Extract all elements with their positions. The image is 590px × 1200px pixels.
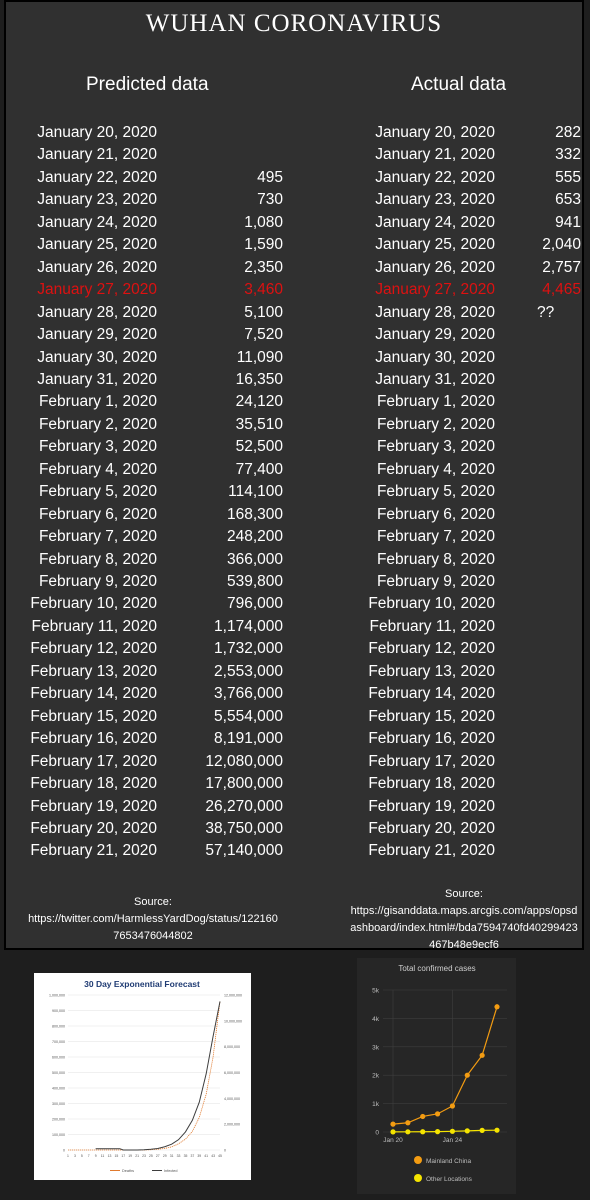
legend-swatch — [414, 1174, 422, 1182]
predicted-date: February 14, 2020 — [30, 685, 157, 703]
source-url-line[interactable]: 467b48e9ecf6 — [429, 939, 499, 951]
y-tick-label-left: 0 — [63, 1148, 65, 1153]
predicted-value: 24,120 — [235, 393, 283, 411]
actual-value: 555 — [555, 168, 581, 186]
actual-header: Actual data — [411, 74, 507, 95]
x-tick-label: 21 — [135, 1154, 139, 1158]
predicted-header: Predicted data — [86, 74, 209, 95]
source-label: Source: — [445, 888, 483, 900]
predicted-date: January 25, 2020 — [37, 236, 157, 254]
actual-date: February 17, 2020 — [368, 752, 495, 770]
predicted-value: 16,350 — [235, 370, 283, 388]
forecast-chart-svg — [34, 973, 251, 1180]
actual-date: January 30, 2020 — [375, 348, 495, 366]
y-tick-label-left: 100,000 — [52, 1133, 65, 1137]
predicted-date: February 11, 2020 — [31, 617, 157, 635]
predicted-date: February 4, 2020 — [38, 460, 157, 478]
data-point — [480, 1053, 485, 1058]
forecast-chart — [34, 973, 251, 1180]
predicted-date: February 2, 2020 — [38, 415, 157, 433]
page-title: WUHAN CORONAVIRUS — [145, 10, 443, 37]
actual-date: February 10, 2020 — [368, 595, 495, 613]
series-line — [393, 1007, 497, 1124]
y-tick-label-right: 8,000,000 — [224, 1045, 240, 1050]
predicted-value: 1,080 — [244, 213, 283, 231]
predicted-date: February 17, 2020 — [30, 752, 157, 770]
chart-title: 30 Day Exponential Forecast — [84, 979, 200, 989]
actual-date: January 25, 2020 — [375, 236, 495, 254]
x-tick-label: 23 — [142, 1154, 146, 1158]
actual-date: February 11, 2020 — [369, 617, 495, 635]
data-point — [405, 1120, 410, 1125]
actual-date: January 22, 2020 — [375, 168, 495, 186]
predicted-value: 5,100 — [244, 303, 283, 321]
predicted-value: 1,590 — [244, 236, 283, 254]
actual-value: 2,040 — [542, 236, 581, 254]
actual-date: January 27, 2020 — [375, 281, 495, 299]
predicted-date: February 16, 2020 — [30, 730, 157, 748]
y-tick-label-right: 0 — [224, 1148, 226, 1153]
data-point — [480, 1128, 485, 1133]
predicted-date: February 19, 2020 — [30, 797, 157, 815]
actual-date: January 20, 2020 — [375, 124, 495, 141]
data-point — [405, 1129, 410, 1134]
source-url-line[interactable]: 7653476044802 — [113, 930, 193, 942]
data-point — [420, 1114, 425, 1119]
predicted-value: 168,300 — [226, 505, 283, 523]
actual-date: February 3, 2020 — [376, 438, 495, 456]
actual-value: 941 — [555, 213, 581, 231]
actual-date: February 16, 2020 — [368, 730, 495, 748]
data-point — [450, 1129, 455, 1134]
y-tick-label-right: 4,000,000 — [224, 1096, 240, 1101]
actual-date: January 31, 2020 — [375, 370, 495, 388]
predicted-date: February 6, 2020 — [38, 505, 157, 523]
predicted-date: January 24, 2020 — [37, 213, 157, 231]
actual-date: January 21, 2020 — [375, 146, 495, 164]
actual-date: January 28, 2020 — [375, 303, 495, 321]
predicted-date: February 13, 2020 — [30, 662, 157, 680]
x-tick-label: 13 — [107, 1154, 112, 1158]
x-tick-label: 27 — [155, 1154, 160, 1158]
actual-value: 4,465 — [542, 281, 581, 299]
legend-label: Deaths — [122, 1169, 135, 1173]
predicted-date: February 7, 2020 — [38, 528, 157, 546]
x-tick-label: 11 — [100, 1154, 105, 1158]
predicted-value: 248,200 — [226, 528, 283, 546]
y-tick-label-left: 1,000,000 — [49, 993, 65, 998]
actual-date: February 20, 2020 — [368, 819, 495, 837]
data-point — [435, 1129, 440, 1134]
y-tick-label-left: 700,000 — [52, 1040, 65, 1044]
predicted-value: 114,100 — [228, 483, 283, 501]
y-tick-label-right: 2,000,000 — [224, 1122, 240, 1127]
predicted-value: 52,500 — [235, 438, 283, 456]
actual-date: February 9, 2020 — [376, 573, 495, 590]
predicted-value: 26,270,000 — [205, 797, 283, 815]
predicted-date: February 21, 2020 — [30, 842, 157, 860]
y-tick-label-left: 800,000 — [52, 1024, 65, 1029]
y-tick-label: 3k — [372, 1044, 379, 1052]
y-tick-label-left: 300,000 — [52, 1102, 65, 1106]
x-tick-label: 25 — [149, 1154, 153, 1158]
data-point — [390, 1122, 395, 1127]
predicted-value: 366,000 — [226, 550, 283, 568]
predicted-date: February 8, 2020 — [38, 550, 157, 568]
predicted-date: January 27, 2020 — [37, 281, 157, 299]
x-tick-label: Jan 20 — [383, 1137, 403, 1144]
y-tick-label-left: 200,000 — [52, 1117, 65, 1122]
legend-swatch — [414, 1156, 422, 1164]
x-tick-label: 35 — [183, 1154, 188, 1158]
actual-value: 282 — [555, 124, 581, 141]
source-label: Source: — [134, 896, 172, 908]
x-tick-label: 39 — [197, 1154, 202, 1158]
predicted-value: 495 — [257, 168, 283, 186]
predicted-value: 796,000 — [226, 595, 283, 613]
predicted-date: February 3, 2020 — [38, 438, 157, 456]
actual-date: February 12, 2020 — [368, 640, 495, 658]
confirmed-cases-chart — [357, 958, 516, 1194]
data-point — [494, 1004, 499, 1009]
data-point — [465, 1073, 470, 1078]
y-tick-label-left: 600,000 — [52, 1055, 65, 1060]
y-tick-label: 5k — [372, 987, 379, 995]
actual-date: February 7, 2020 — [376, 528, 495, 546]
y-tick-label: 1k — [372, 1101, 379, 1109]
chart-title: Total confirmed cases — [398, 964, 476, 973]
actual-date: February 14, 2020 — [368, 685, 495, 703]
predicted-value: 2,553,000 — [214, 662, 283, 680]
predicted-date: February 12, 2020 — [30, 640, 157, 658]
actual-date: January 23, 2020 — [375, 191, 495, 209]
predicted-value: 5,554,000 — [214, 707, 283, 725]
predicted-date: January 29, 2020 — [37, 326, 157, 344]
x-tick-label: 3 — [73, 1154, 76, 1158]
x-tick-label: 31 — [169, 1154, 174, 1158]
predicted-value: 57,140,000 — [205, 842, 283, 860]
source-url-line[interactable]: ashboard/index.html#/bda7594740fd40299423 — [350, 922, 578, 934]
actual-value: 332 — [555, 146, 581, 164]
predicted-value: 17,800,000 — [205, 775, 283, 793]
x-tick-label: 15 — [114, 1154, 119, 1158]
actual-value: ?? — [537, 303, 555, 321]
y-tick-label-left: 500,000 — [52, 1071, 65, 1075]
predicted-value: 77,400 — [235, 460, 283, 478]
predicted-date: January 26, 2020 — [37, 258, 157, 276]
predicted-date: February 18, 2020 — [30, 775, 157, 793]
x-tick-label: 7 — [87, 1154, 90, 1158]
actual-date: February 18, 2020 — [368, 775, 495, 793]
actual-value: 2,757 — [542, 258, 581, 276]
predicted-date: January 30, 2020 — [37, 348, 157, 366]
predicted-date: February 1, 2020 — [38, 393, 157, 411]
predicted-value: 35,510 — [235, 415, 283, 433]
actual-date: February 6, 2020 — [376, 505, 495, 523]
predicted-date: January 23, 2020 — [37, 191, 157, 209]
x-tick-label: 29 — [162, 1154, 167, 1158]
y-tick-label-left: 400,000 — [52, 1086, 65, 1091]
actual-date: February 2, 2020 — [376, 415, 495, 433]
actual-date: January 26, 2020 — [375, 258, 495, 276]
predicted-date: January 31, 2020 — [37, 370, 157, 388]
predicted-date: February 20, 2020 — [30, 819, 157, 837]
source-right — [336, 886, 590, 954]
predicted-value: 2,350 — [244, 258, 283, 276]
y-tick-label-right: 12,000,000 — [224, 993, 242, 998]
predicted-date: February 5, 2020 — [38, 483, 157, 501]
x-tick-label: 19 — [128, 1154, 133, 1158]
actual-date: February 15, 2020 — [368, 707, 495, 725]
x-tick-label: 33 — [176, 1154, 181, 1158]
source-url-line[interactable]: https://twitter.com/HarmlessYardDog/status/122160 — [28, 913, 278, 925]
predicted-value: 1,174,000 — [214, 617, 283, 635]
predicted-value: 12,080,000 — [205, 752, 283, 770]
predicted-date: January 20, 2020 — [37, 124, 157, 141]
actual-date: February 19, 2020 — [368, 797, 495, 815]
predicted-value: 8,191,000 — [214, 730, 283, 748]
x-tick-label: 43 — [211, 1154, 215, 1158]
predicted-value: 11,090 — [236, 348, 283, 366]
predicted-date: January 28, 2020 — [37, 303, 157, 321]
x-tick-label: 5 — [80, 1154, 83, 1158]
x-tick-label: 41 — [204, 1154, 209, 1158]
legend-label: Other Locations — [426, 1176, 472, 1183]
y-tick-label: 2k — [372, 1072, 379, 1080]
main-panel — [4, 0, 584, 950]
x-tick-label: 37 — [190, 1154, 195, 1158]
data-point — [435, 1111, 440, 1116]
predicted-date: January 22, 2020 — [37, 168, 157, 186]
x-tick-label: 17 — [121, 1154, 126, 1158]
actual-date: January 29, 2020 — [375, 326, 495, 344]
data-point — [420, 1129, 425, 1134]
series-line — [96, 1001, 220, 1150]
source-url-line[interactable]: https://gisanddata.maps.arcgis.com/apps/opsd — [350, 905, 578, 917]
y-tick-label: 0 — [375, 1129, 379, 1137]
predicted-value: 3,460 — [244, 281, 283, 299]
confirmed-cases-chart-svg — [357, 958, 516, 1194]
predicted-date: January 21, 2020 — [37, 146, 157, 164]
predicted-date: February 15, 2020 — [30, 707, 157, 725]
predicted-date: February 9, 2020 — [38, 573, 157, 590]
predicted-value: 3,766,000 — [214, 685, 283, 703]
actual-date: February 1, 2020 — [376, 393, 495, 411]
actual-date: February 13, 2020 — [368, 662, 495, 680]
legend-label: Mainland China — [426, 1158, 472, 1165]
predicted-value: 1,732,000 — [214, 640, 283, 658]
y-tick-label-right: 6,000,000 — [224, 1071, 240, 1075]
actual-date: February 5, 2020 — [376, 483, 495, 501]
y-tick-label: 4k — [372, 1015, 379, 1023]
predicted-value: 7,520 — [244, 326, 283, 344]
actual-date: February 4, 2020 — [376, 460, 495, 478]
data-point — [494, 1128, 499, 1133]
x-tick-label: Jan 24 — [442, 1137, 463, 1144]
legend-label: Infected — [164, 1169, 178, 1173]
predicted-value: 38,750,000 — [205, 819, 283, 837]
data-point — [465, 1128, 470, 1133]
x-tick-label: 1 — [67, 1154, 69, 1158]
actual-value: 653 — [555, 191, 581, 209]
predicted-value: 730 — [257, 191, 283, 209]
data-point — [390, 1129, 395, 1134]
predicted-value: 539,800 — [226, 573, 283, 590]
predicted-date: February 10, 2020 — [30, 595, 157, 613]
actual-date: February 21, 2020 — [368, 842, 495, 860]
actual-date: February 8, 2020 — [376, 550, 495, 568]
series-line — [68, 1001, 220, 1150]
x-tick-label: 45 — [218, 1154, 222, 1158]
x-tick-label: 9 — [94, 1154, 97, 1158]
source-left — [12, 894, 294, 945]
y-tick-label-left: 900,000 — [52, 1009, 65, 1013]
data-point — [450, 1103, 455, 1108]
actual-date: January 24, 2020 — [375, 213, 495, 231]
y-tick-label-right: 10,000,000 — [224, 1019, 242, 1024]
